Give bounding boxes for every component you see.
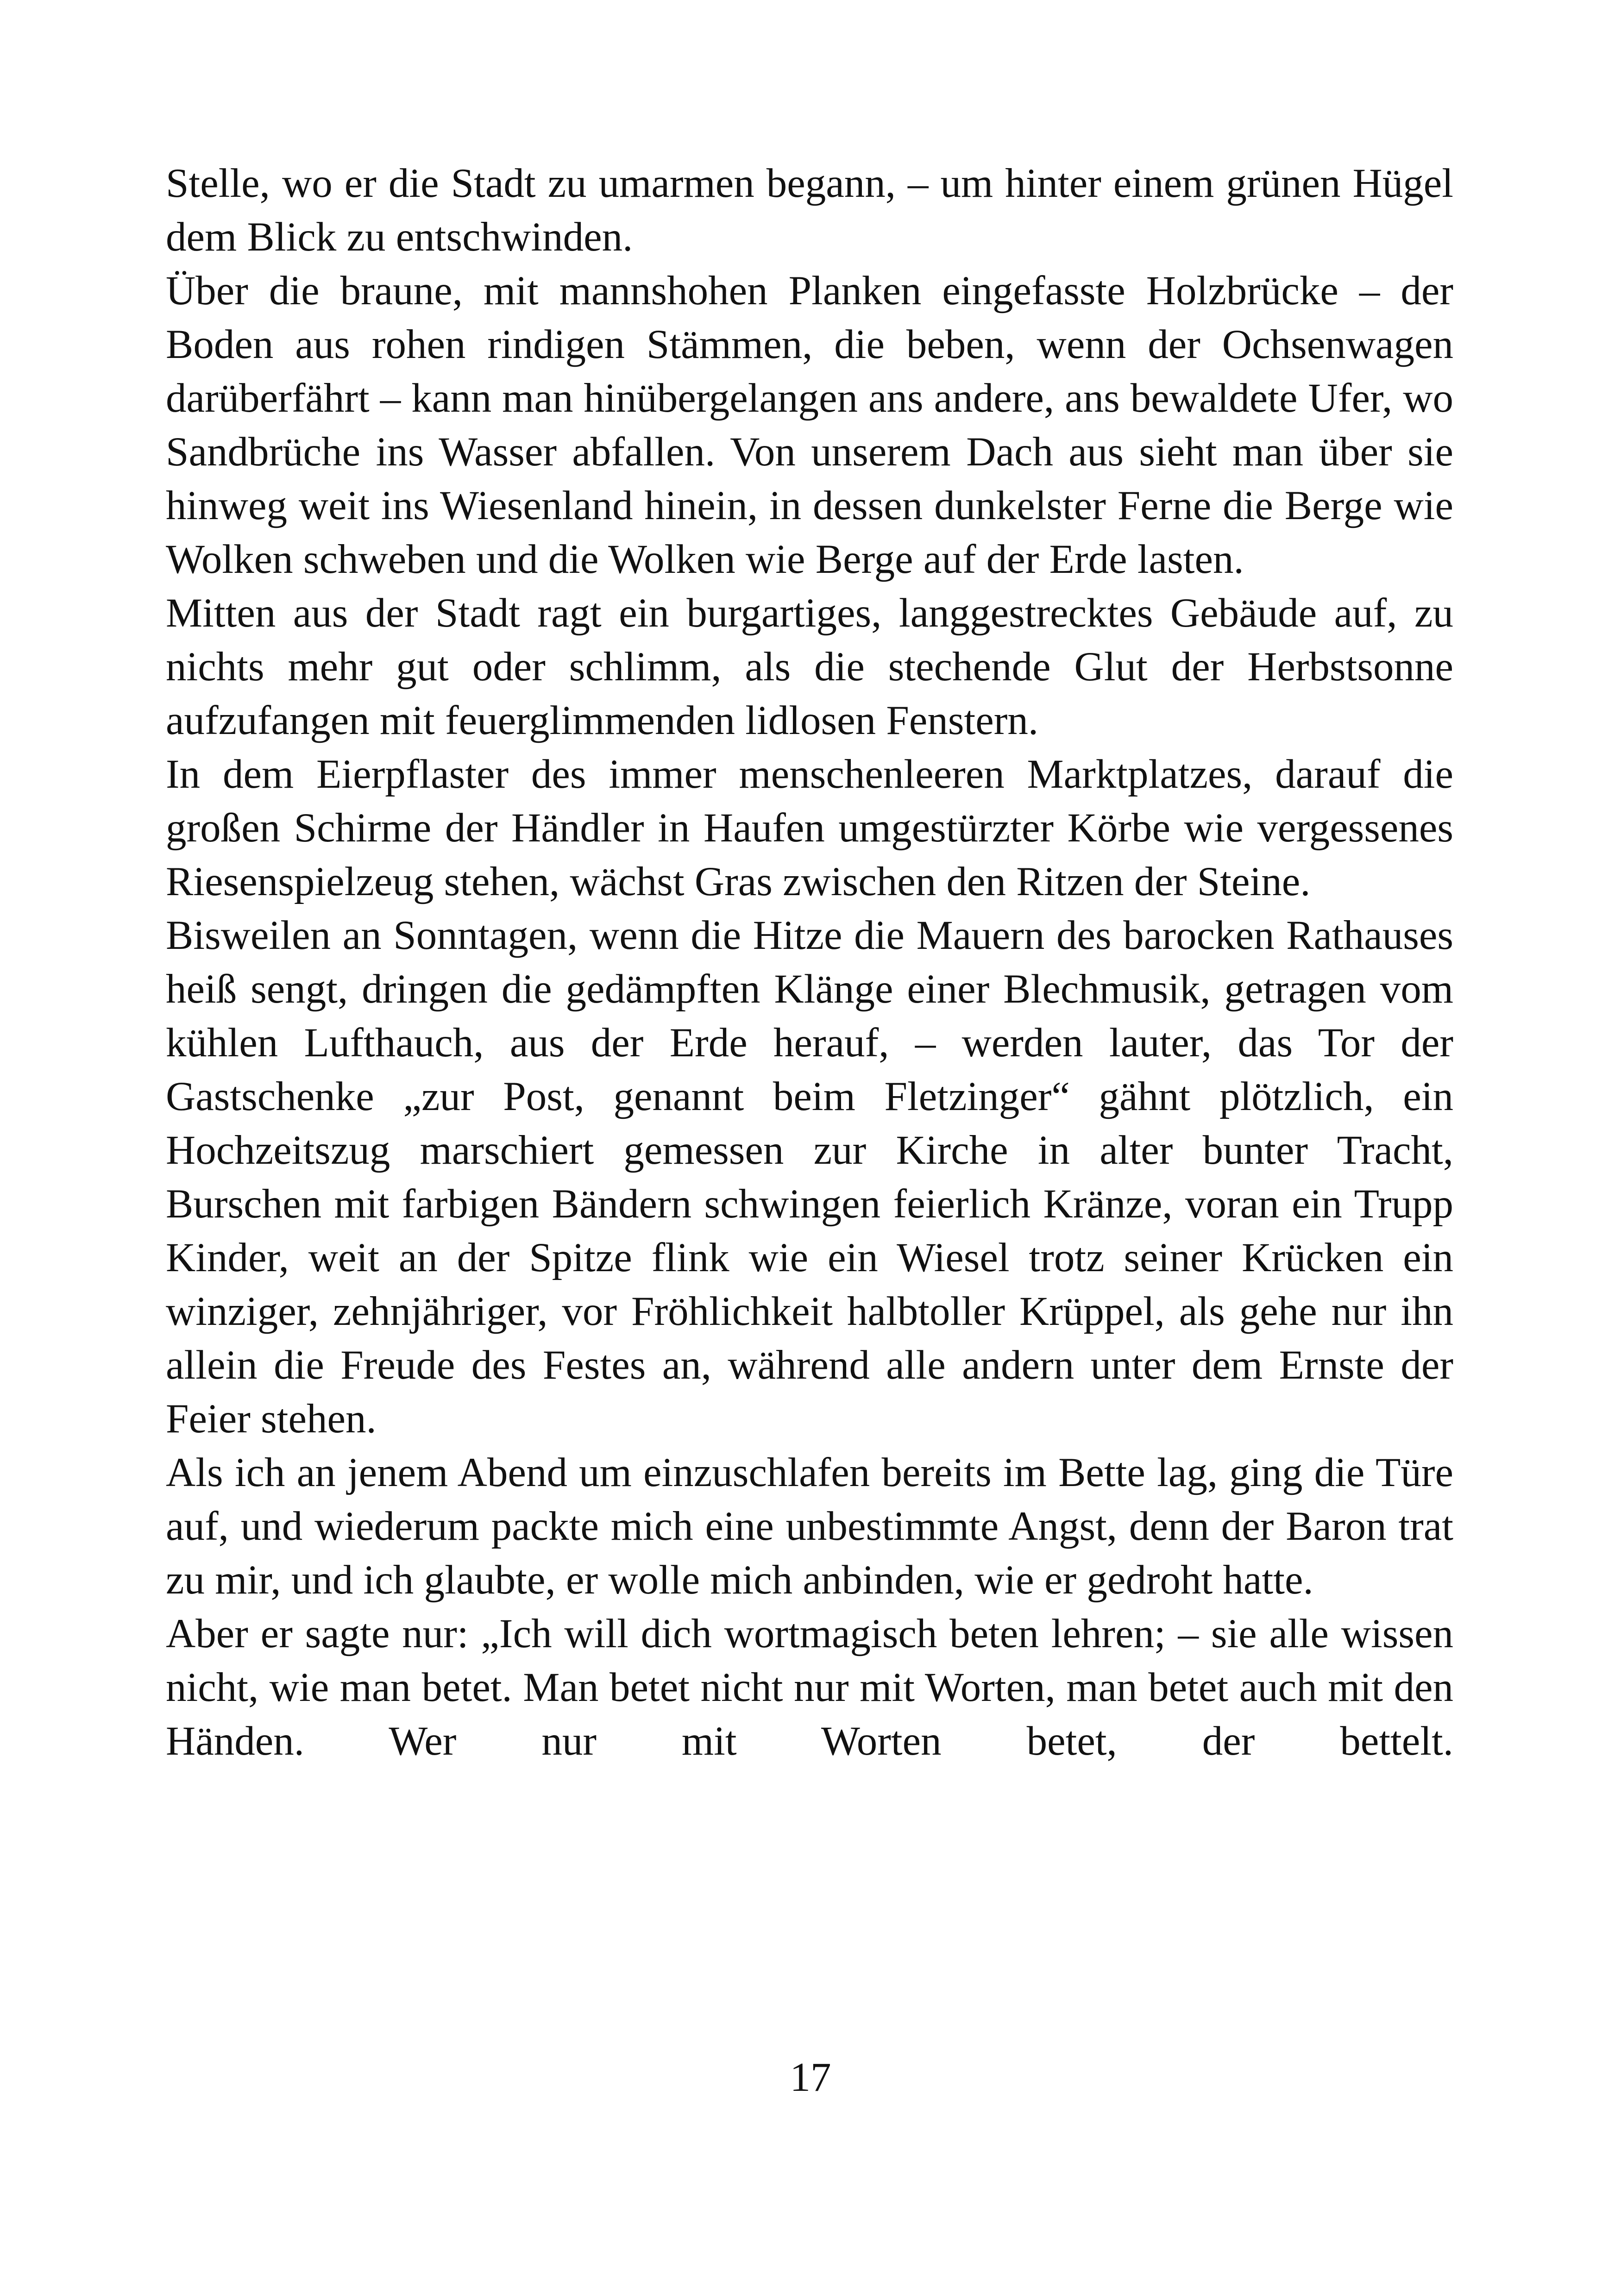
paragraph: Aber er sagte nur: „Ich will dich wortmagisch beten lehren; – sie alle wissen nicht, wie man betet. Man betet nicht nur mit Worten, man betet auch mit den Händen. Wer nur mit Worten betet, der bettelt. (166, 1611, 1453, 1764)
page-number: 17 (790, 2055, 831, 2100)
paragraph: Über die braune, mit mannshohen Planken eingefasste Holzbrücke – der Boden aus rohen rindigen Stämmen, die beben, wenn der Ochsenwagen darüberfährt – kann man hinübergelangen ans andere, ans bewaldete Ufer, wo Sandbrüche ins Wasser abfallen. Von unserem Dach aus sieht man über sie hinweg weit ins Wiesenland hinein, in dessen dunkelster Ferne die Berge wie Wolken schweben und die Wolken wie Berge auf der Erde lasten. (166, 268, 1453, 582)
body-text (166, 157, 1453, 1768)
paragraph: In dem Eierpflaster des immer menschenleeren Marktplatzes, darauf die großen Schirme der Händler in Haufen umgestürzter Körbe wie vergessenes Riesenspielzeug stehen, wächst Gras zwischen den Ritzen der Steine. (166, 752, 1453, 904)
paragraph: Bisweilen an Sonntagen, wenn die Hitze die Mauern des barocken Rathauses heiß sengt, dringen die gedämpften Klänge einer Blechmusik, getragen vom kühlen Lufthauch, aus der Erde herauf, – werden lauter, das Tor der Gastschenke „zur Post, genannt beim Fletzinger“ gähnt plötzlich, ein Hochzeitszug marschiert gemessen zur Kirche in alter bunter Tracht, Burschen mit farbigen Bändern schwingen feierlich Kränze, voran ein Trupp Kinder, weit an der Spitze flink wie ein Wiesel trotz seiner Krücken ein winziger, zehnjähriger, vor Fröhlichkeit halbtoller Krüppel, als gehe nur ihn allein die Freude des Festes an, während alle andern unter dem Ernste der Feier stehen. (166, 913, 1453, 1442)
paragraph: Mitten aus der Stadt ragt ein burgartiges, langgestrecktes Gebäude auf, zu nichts mehr gut oder schlimm, als die stechende Glut der Herbstsonne aufzufangen mit feuerglimmenden lidlosen Fenstern. (166, 590, 1453, 743)
paragraph: Als ich an jenem Abend um einzuschlafen bereits im Bette lag, ging die Türe auf, und wiederum packte mich eine unbestimmte Angst, denn der Baron trat zu mir, und ich glaubte, er wolle mich anbinden, wie er gedroht hatte. (166, 1450, 1453, 1603)
paragraph: Stelle, wo er die Stadt zu umarmen begann, – um hinter einem grünen Hügel dem Blick zu entschwinden. (166, 161, 1453, 260)
